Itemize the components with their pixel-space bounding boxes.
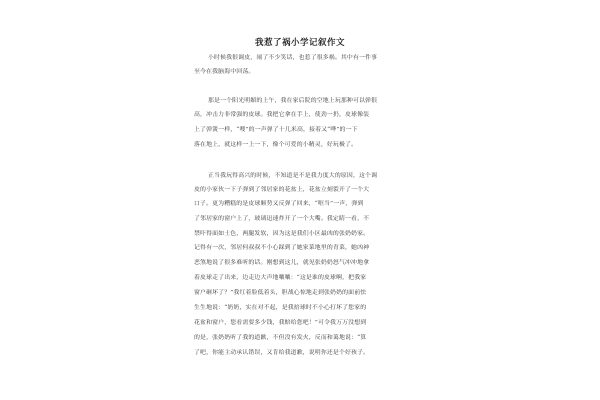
paragraph-3-line-11: 花盆和窗户，您看需要多少钱，我赔给您吧！”可令我万万没想到: [194, 320, 367, 326]
paragraph-1-line-2: 至今在我脑海中回荡。: [194, 69, 255, 75]
paragraph-2-line-2: 高，冲击力非常强的皮球。我把它拿在手上，使劲一扔，皮球像装: [194, 112, 370, 118]
paragraph-3-line-9: 窗户砸坏了？”我红着脸低着头，胆战心惊地走到张奶奶的面前怯: [194, 290, 367, 296]
essay-title: 我惹了祸小学记叙作文: [254, 38, 345, 48]
paragraph-3-line-6: 记得有一次，邻居何叔叔不小心踩到了她家菜地里的青菜，她凶神: [194, 245, 370, 251]
paragraph-3-line-4: 了邻居家的窗户上了，玻璃迅速炸开了一个大嘴。我定睛一看，不: [194, 216, 370, 222]
paragraph-2-line-4: 落在地上，就这样一上一下，像个可爱的小精灵，好玩极了。: [194, 142, 358, 148]
paragraph-1-line-1: 小时候我很调皮，闹了不少笑话，也惹了很多祸。其中有一件事: [208, 55, 378, 61]
paragraph-3-line-13: 了吧，你能主动承认错误，又肯给我道歉，说明你还是个好孩子。: [194, 350, 370, 356]
paragraph-3-line-12: 的是，张奶奶听了我的道歉，不但没有发火，反而和蔼地说：“算: [194, 335, 367, 341]
paragraph-3-line-1: 正当我玩得高兴的时候，不知道是不是我力度大的原因，这个调: [208, 173, 378, 179]
paragraph-3-line-5: 禁吓得面如土色，两腿发软，因为这是我们小区最凶的张奶奶家。: [194, 231, 370, 237]
paragraph-3-line-8: 着皮球走了出来，边走边大声地嚷嚷：“这是谁的皮球啊，把我家: [194, 275, 367, 281]
paragraph-3-line-7: 恶煞地说了很多难听的话。刚想到这儿，就见张奶奶怒气冲冲地拿: [194, 260, 370, 266]
paragraph-3-line-10: 生生地说：“奶奶，实在对不起，是我掊球时不小心打坏了您家的: [194, 305, 367, 311]
paragraph-3-line-2: 皮的小家伙一下子弹到了邻居家的花盆上，花盆立刻裂开了一个大: [194, 187, 370, 193]
paragraph-3-line-3: 口子。更为糟糕的是皮球顺势又反弹了回来，“哐当”一声，弹到: [194, 201, 364, 207]
paragraph-2-line-1: 那是一个阳光明媚的上午，我在家后院的空地上玩那种可以弹很: [208, 98, 378, 104]
paragraph-2-line-3: 上了弹簧一样，“嗖”的一声弹了十几米高，接着又“哗”的一下: [194, 127, 358, 133]
